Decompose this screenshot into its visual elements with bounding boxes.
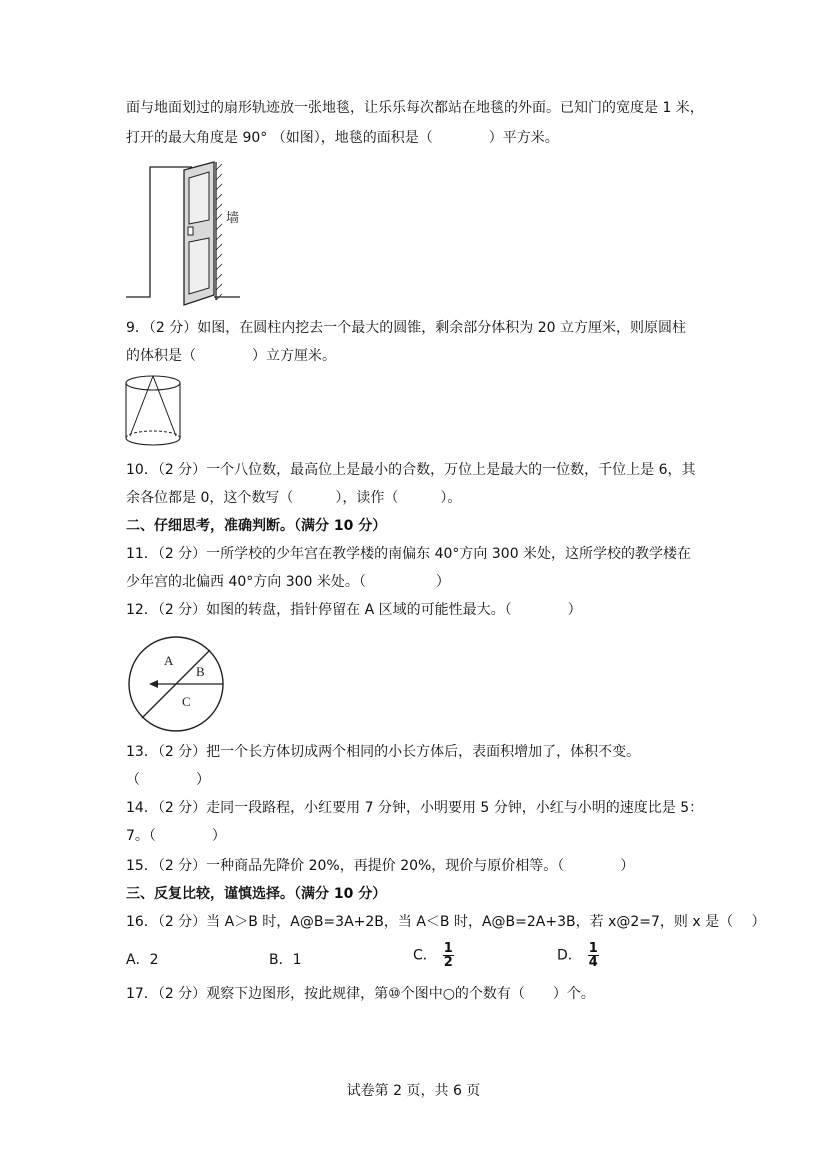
question-17: 17．（2 分）观察下边图形，按此规律，第⑩个图中○的个数有（ ）个。 <box>126 986 595 1002</box>
question-12: 12．（2 分）如图的转盘，指针停留在 A 区域的可能性最大。（ ） <box>126 602 582 618</box>
pointer-arrowhead <box>149 680 158 688</box>
cylinder-figure <box>122 372 186 450</box>
question-14: 14．（2 分）走同一段路程，小红要用 7 分钟，小明要用 5 分钟，小红与小明的速度比是 5： <box>126 800 704 816</box>
door-lower-panel <box>189 238 209 294</box>
question-16: 16．（2 分）当 A＞B 时，A@B=3A+2B，当 A＜B 时，A@B=2A+3B，若 x@2=7，则 x 是（ ） <box>126 914 766 930</box>
door-frame <box>126 167 192 297</box>
text-line: 的体积是（ ）立方厘米。 <box>126 348 336 364</box>
fraction-denominator: 2 <box>443 955 453 970</box>
door-handle <box>188 227 193 235</box>
text-line: （ ） <box>126 772 210 788</box>
option-c-label: C． <box>413 947 437 964</box>
spinner-label-a: A <box>164 653 174 668</box>
text-line: 打开的最大角度是 90° （如图），地毯的面积是（ ）平方米。 <box>126 130 559 146</box>
fraction <box>588 942 599 969</box>
option-d <box>557 942 599 969</box>
door-figure <box>122 160 242 310</box>
cone-edge <box>153 376 176 436</box>
text-line: 面与地面划过的扇形轨迹放一张地毯，让乐乐每次都站在地毯的外面。已知门的宽度是 1 米， <box>126 100 704 116</box>
question-15: 15．（2 分）一种商品先降价 20%，再提价 20%，现价与原价相等。（ ） <box>126 858 635 874</box>
option-a: A．2 <box>126 952 159 968</box>
section-heading: 三、反复比较，谨慎选择。（满分 10 分） <box>126 886 387 902</box>
spinner-figure <box>122 630 232 740</box>
option-d-label: D． <box>557 947 582 964</box>
fraction-numerator: 1 <box>443 941 453 956</box>
fraction <box>443 942 454 969</box>
page-footer: 试卷第 2 页，共 6 页 <box>346 1083 481 1099</box>
spinner-label-c: C <box>182 694 191 709</box>
text-line: 余各位都是 0，这个数写（ ），读作（ ）。 <box>126 490 462 506</box>
wall-hatch <box>216 164 222 300</box>
cone-edge <box>130 376 153 436</box>
spinner-label-b: B <box>196 664 205 679</box>
door-upper-panel <box>189 172 209 224</box>
question-10: 10．（2 分）一个八位数，最高位上是最小的合数，万位上是最大的一位数，千位上是 6，其 <box>126 462 696 478</box>
option-b: B．1 <box>269 952 302 968</box>
text-line: 少年宫的北偏西 40°方向 300 米处。（ ） <box>126 574 450 590</box>
wall-label: 墙 <box>226 210 240 225</box>
option-c <box>413 942 454 969</box>
question-9: 9．（2 分）如图，在圆柱内挖去一个最大的圆锥，剩余部分体积为 20 立方厘米，则原圆柱 <box>126 320 686 336</box>
fraction-numerator: 1 <box>588 941 598 956</box>
section-heading: 二、仔细思考，准确判断。（满分 10 分） <box>126 518 387 534</box>
text-line: 7。（ ） <box>126 828 226 844</box>
question-11: 11．（2 分）一所学校的少年宫在教学楼的南偏东 40°方向 300 米处，这所学校的教学楼在 <box>126 546 692 562</box>
fraction-denominator: 4 <box>588 955 598 970</box>
question-13: 13．（2 分）把一个长方体切成两个相同的小长方体后，表面积增加了，体积不变。 <box>126 744 641 760</box>
